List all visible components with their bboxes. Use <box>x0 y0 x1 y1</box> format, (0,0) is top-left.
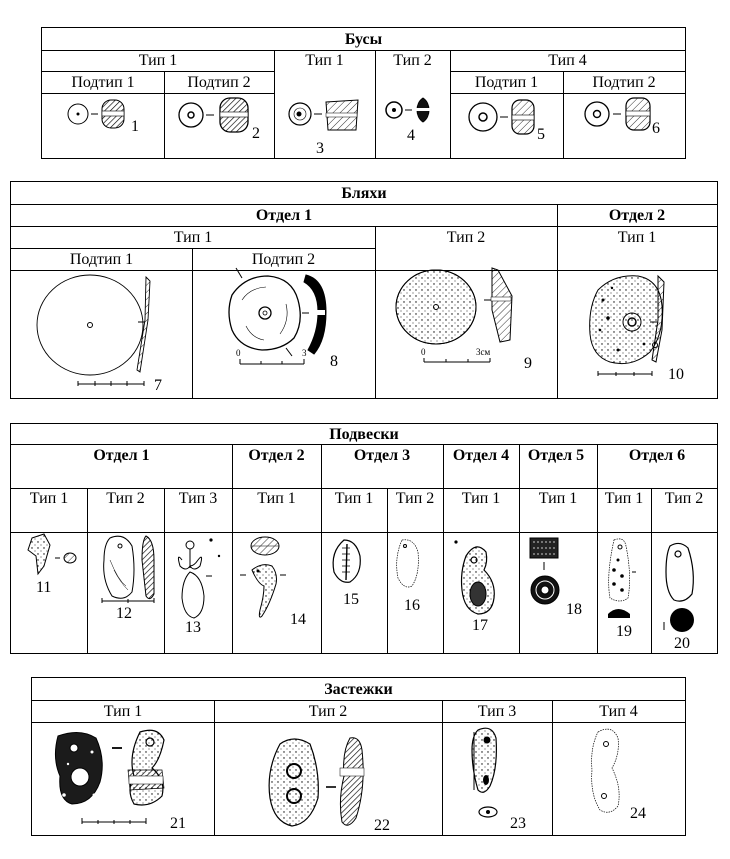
clasps-type-3: Тип 3 <box>477 702 517 720</box>
figure-number-3: 3 <box>316 140 324 157</box>
plaques-subtype-2: Подтип 2 <box>251 250 316 268</box>
figure-number-5: 5 <box>537 126 545 143</box>
figure-number-11: 11 <box>36 579 52 596</box>
bead-4-drawing <box>386 98 430 122</box>
figure-number-16: 16 <box>404 597 420 614</box>
pendants-type-6: Тип 2 <box>395 490 435 507</box>
clasps-type-4: Тип 4 <box>599 702 638 720</box>
pendant-15-drawing <box>333 540 360 582</box>
plaques-title: Бляхи <box>341 184 387 202</box>
figure-number-20: 20 <box>674 635 690 652</box>
pendants-type-9: Тип 1 <box>604 490 644 507</box>
figure-number-4: 4 <box>407 127 415 144</box>
clasp-22-drawing <box>269 738 364 826</box>
figure-number-17: 17 <box>472 617 488 634</box>
beads-subtype-2: Подтип 2 <box>187 73 251 91</box>
figure-number-1: 1 <box>131 118 139 135</box>
pendants-type-1: Тип 1 <box>29 490 69 507</box>
plaques-division-1: Отдел 1 <box>255 206 313 224</box>
pendants-division-5: Отдел 5 <box>527 447 585 464</box>
pendant-18-drawing <box>530 538 559 604</box>
scale-label-9-start: 0 <box>421 347 426 357</box>
plaques-division-2: Отдел 2 <box>608 206 666 224</box>
scale-label-8-end: 3 <box>302 348 307 358</box>
beads-subtype-3: Подтип 1 <box>474 73 539 91</box>
beads-subtype-1: Подтип 1 <box>71 73 135 91</box>
beads-subtype-4: Подтип 2 <box>592 73 656 91</box>
plaques-type-3: Тип 1 <box>617 228 657 246</box>
bead-5-drawing <box>469 100 534 134</box>
pendant-17-drawing <box>454 540 494 614</box>
clasps-title: Застежки <box>324 680 393 698</box>
pendants-type-7: Тип 1 <box>461 490 501 507</box>
plaque-8-drawing <box>229 268 326 364</box>
bead-1-drawing <box>68 100 124 128</box>
plaques-subtype-1: Подтип 1 <box>69 250 134 268</box>
figure-number-14: 14 <box>290 611 306 628</box>
pendants-division-1: Отдел 1 <box>93 447 150 464</box>
figure-number-6: 6 <box>652 120 660 137</box>
beads-group-type1-b: Тип 1 <box>305 52 344 69</box>
beads-group-type1-a: Тип 1 <box>138 52 178 69</box>
pendant-16-drawing <box>397 540 419 587</box>
figure-number-18: 18 <box>566 601 582 618</box>
figure-number-7: 7 <box>154 377 162 394</box>
bead-3-drawing <box>289 100 358 130</box>
figure-number-23: 23 <box>510 815 526 832</box>
plaque-9-drawing <box>396 268 512 362</box>
pendant-19-drawing <box>608 539 636 618</box>
bead-6-drawing <box>585 98 650 130</box>
pendants-division-3: Отдел 3 <box>353 447 411 464</box>
pendants-type-8: Тип 1 <box>538 490 578 507</box>
pendant-20-drawing <box>664 543 694 632</box>
pendant-13-drawing <box>178 538 220 618</box>
beads-title: Бусы <box>344 30 383 48</box>
pendants-division-6: Отдел 6 <box>628 447 686 464</box>
figure-number-19: 19 <box>616 623 632 640</box>
plaques-type-2: Тип 2 <box>446 228 486 246</box>
figure-number-24: 24 <box>630 805 646 822</box>
beads-group-type4: Тип 4 <box>548 52 587 69</box>
pendants-division-2: Отдел 2 <box>248 447 305 464</box>
plaque-7-drawing <box>37 275 150 386</box>
figure-number-21: 21 <box>170 815 186 832</box>
plaque-10-drawing <box>590 276 664 376</box>
clasps-type-1: Тип 1 <box>103 702 143 720</box>
pendant-14-drawing <box>240 537 286 617</box>
scale-label-8-start: 0 <box>236 348 241 358</box>
figure-number-2: 2 <box>252 125 260 142</box>
scale-label-9-end: 3см <box>476 347 491 357</box>
pendant-12-drawing <box>102 536 154 603</box>
pendants-type-10: Тип 2 <box>664 490 704 507</box>
figure-number-12: 12 <box>116 605 132 622</box>
bead-2-drawing <box>179 98 248 132</box>
pendants-type-4: Тип 1 <box>257 490 296 507</box>
pendant-11-drawing <box>28 534 76 574</box>
clasps-type-2: Тип 2 <box>308 702 348 720</box>
pendants-type-5: Тип 1 <box>334 490 374 507</box>
beads-group-type2: Тип 2 <box>393 52 432 69</box>
pendants-type-2: Тип 2 <box>106 490 145 507</box>
clasp-24-drawing <box>592 729 620 812</box>
clasp-21-drawing <box>55 730 164 824</box>
pendants-division-4: Отдел 4 <box>452 447 510 464</box>
clasp-23-drawing <box>472 728 497 817</box>
pendants-type-3: Тип 3 <box>178 490 218 507</box>
figure-number-13: 13 <box>185 619 201 636</box>
figure-number-22: 22 <box>374 817 390 834</box>
plaques-type-1: Тип 1 <box>173 228 213 246</box>
figure-number-8: 8 <box>330 353 338 370</box>
pendants-title: Подвески <box>329 425 399 443</box>
figure-number-15: 15 <box>343 591 359 608</box>
figure-number-9: 9 <box>524 355 532 372</box>
figure-number-10: 10 <box>668 366 684 383</box>
